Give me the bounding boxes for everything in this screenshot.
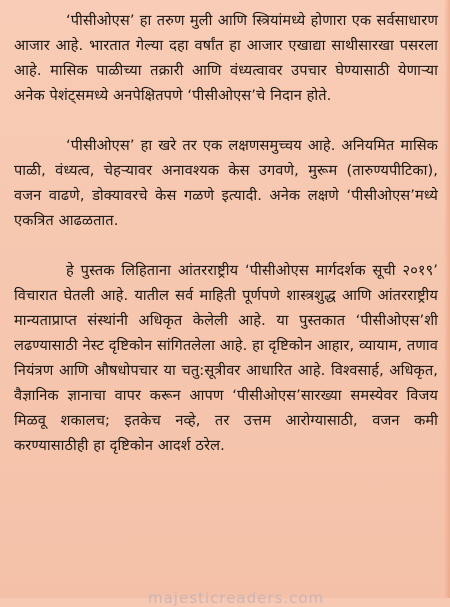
- paragraph-symptoms: ‘पीसीओएस’ हा खरे तर एक लक्षणसमुच्चय आहे. अनियमित मासिक पाळी, वंध्यत्व, चेहऱ्यावर अनावश्यक केस उगवणे, मुरूम (तारुण्यपीटिका), वजन वाढणे, डोक्यावरचे केस गळणे इत्यादी. अनेक लक्षणे ‘पीसीओएस’मध्ये एकत्रित आढळतात.: [14, 137, 438, 229]
- body-text: [14, 8, 438, 458]
- page-edge-shadow: [444, 0, 450, 598]
- watermark-text: majesticreaders.com: [148, 589, 325, 607]
- paragraph-approach: हे पुस्तक लिहिताना आंतरराष्ट्रीय ‘पीसीओएस मार्गदर्शक सूची २०१९’ विचारात घेतली आहे. यातील सर्व माहिती पूर्णपणे शास्त्रशुद्ध आणि आंतरराष्ट्रीय मान्यताप्राप्त संस्थांनी अधिकृत केलेली आहे. या पुस्तकात ‘पीसीओएस’शी लढण्यासाठी नेस्ट दृष्टिकोन सांगितलेला आहे. हा दृष्टिकोन आहार, व्यायाम, तणाव नियंत्रण आणि औषधोपचार या चतु:सूत्रीवर आधारित आहे. विश्वसार्ह, अधिकृत, वैज्ञानिक ज्ञानाचा वापर करून आपण ‘पीसीओएस’सारख्या समस्येवर विजय मिळवू शकालच; इतकेच नव्हे, तर उत्तम आरोग्यासाठी, वजन कमी करण्यासाठीही हा दृष्टिकोन आदर्श ठरेल.: [14, 262, 438, 454]
- paragraph-intro: ‘पीसीओएस’ हा तरुण मुली आणि स्त्रियांमध्ये होणारा एक सर्वसाधारण आजार आहे. भारतात गेल्या दहा वर्षांत हा आजार एखाद्या साथीसारखा पसरला आहे. मासिक पाळीच्या तक्रारी आणि वंध्यत्वावर उपचार घेण्यासाठी येणाऱ्या अनेक पेशंट्समध्ये अनपेक्षितपणे ‘पीसीओएस’चे निदान होते.: [14, 12, 438, 104]
